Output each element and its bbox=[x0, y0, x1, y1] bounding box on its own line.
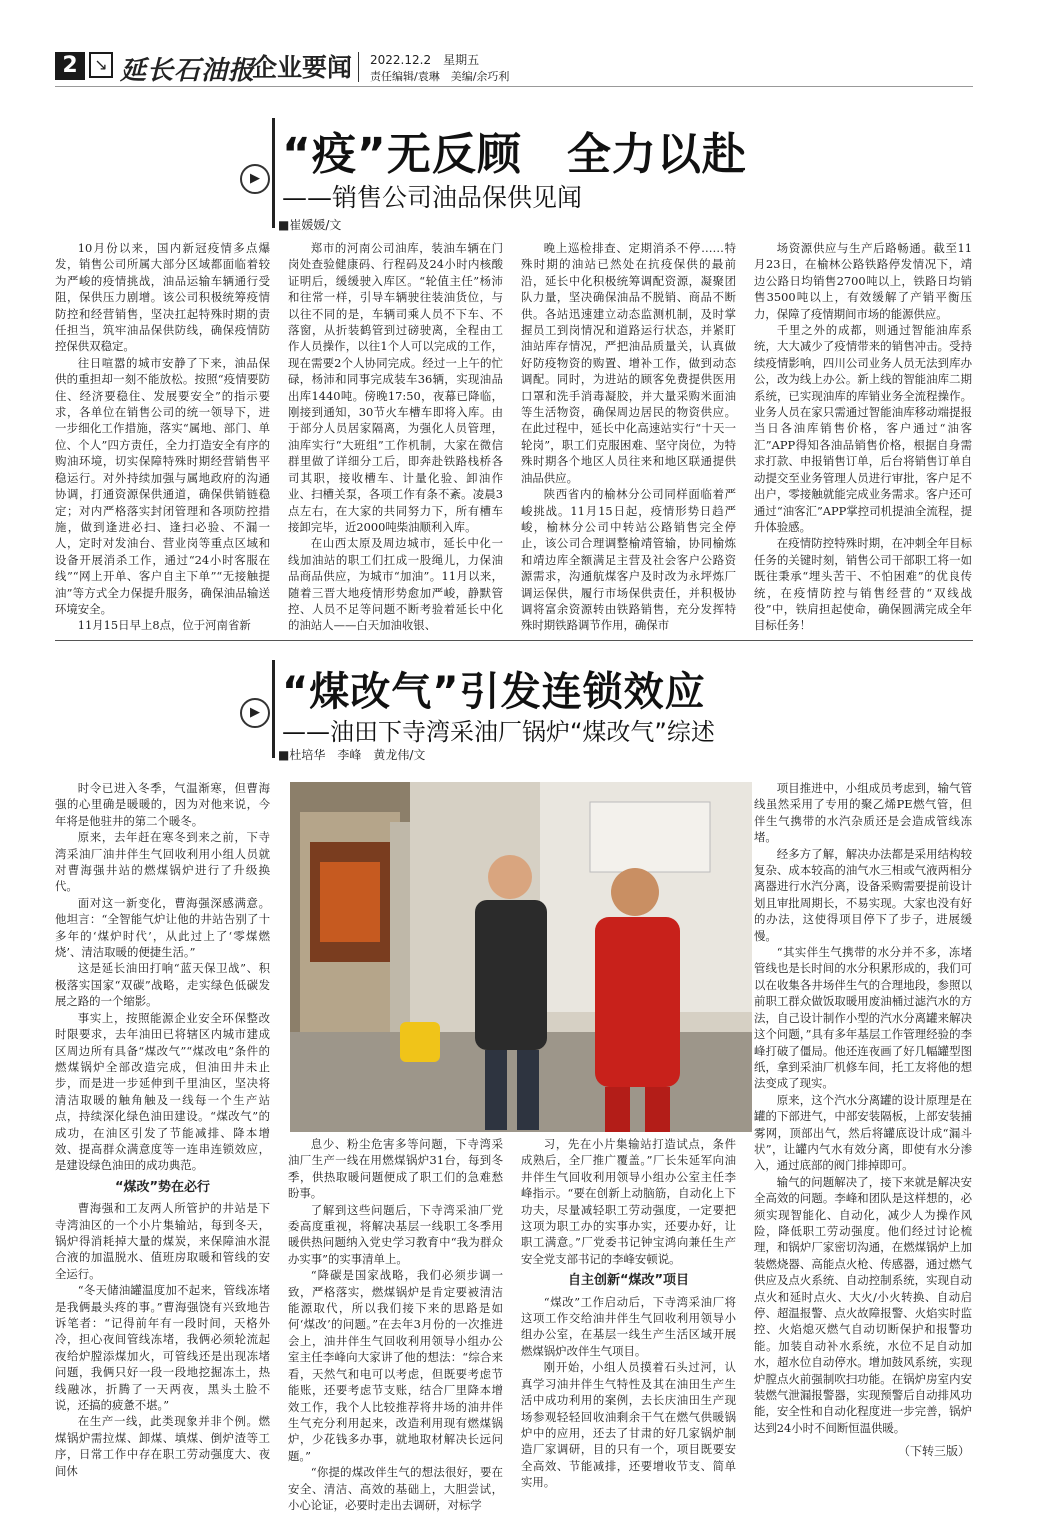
play-icon: ▶ bbox=[240, 164, 270, 194]
article2-column-1 bbox=[55, 780, 270, 1479]
paragraph: 晚上巡检排查、定期消杀不停……特殊时期的油站已然处在抗疫保供的最前沿，延长中化积极统筹调配资源，凝聚团队力量，坚决确保油品不脱销、商品不断供。各站迅速建立动态监测机制，及时掌握员工到岗情况和道路运行状态，并紧盯油站库存情况，严把油品质量关，认真做好防疫物资的购置、增补工作，做到动态调配。同时，为进站的顾客免费提供医用口罩和洗手消毒凝胶，并大量采购米面油等生活物资，确保周边居民的物资供应。在此过程中，延长中化高速站实行“十天一轮岗”，职工们克服困难、坚守岗位，为特殊时期各个地区人员往来和地区联通提供油品供应。 bbox=[521, 241, 736, 485]
paragraph: 了解到这些问题后，下寺湾采油厂党委高度重视，将解决基层一线职工冬季用暖供热问题纳入党史学习教育中“我为群众办实事”的实事清单上。 bbox=[288, 1202, 503, 1266]
paragraph: 这是延长油田打响“蓝天保卫战”、积极落实国家“双碳”战略，走实绿色低碳发展之路的一个缩影。 bbox=[55, 961, 270, 1009]
paragraph: 陕西省内的榆林分公司同样面临着严峻挑战。11月15日起，疫情形势日趋严峻，榆林分公司中转站公路销售完全停止，该公司合理调整榆靖管输，协同榆炼和靖边库全额满足主营及社会客户公路资源需求，沟通航煤客户及时改为永坪炼厂调运保供，履行市场保供责任，并积极协调将富余资源转由铁路销售，充分发挥特殊时期铁路调节作用，确保市 bbox=[521, 487, 736, 633]
paragraph: 原来，去年赶在寒冬到来之前，下寺湾采油厂油井伴生气回收利用小组人员就对曹海强井站的燃煤锅炉进行了升级换代。 bbox=[55, 830, 270, 894]
paragraph: “其实伴生气携带的水分并不多，冻堵管线也是长时间的水分积累形成的，我们可以在收集各井场伴生气的合理地段，参照以前职工群众做饭取暖用废油桶过滤汽水的方法，自己设计制作小型的汽水分离罐来解决这个问题，”具有多年基层工作管理经验的李峰打破了僵局。他还连夜画了好几幅罐型图纸，拿到采油厂机修车间，托工友将他的想法变成了现实。 bbox=[754, 945, 972, 1091]
paragraph: 面对这一新变化，曹海强深感满意。他坦言：“全智能气炉让他的井站告别了十多年的‘煤炉时代’，从此过上了‘零煤燃烧’、清洁取暖的便捷生活。” bbox=[55, 895, 270, 960]
news-photo bbox=[290, 782, 752, 1132]
paragraph: 原来，这个汽水分离罐的设计原理是在罐的下部进气，中部安装隔板，上部安装捕雾网，顶部出气，然后将罐底设计成“漏斗状”，让罐内气水有效分离，即使有水分渗入，通过底部的阀门排掉即可。 bbox=[754, 1092, 972, 1173]
article-divider bbox=[55, 640, 973, 641]
paragraph: 项目推进中，小组成员考虑到，输气管线虽然采用了专用的聚乙烯PE燃气管，但伴生气携带的水汽杂质还是会造成管线冻堵。 bbox=[754, 781, 972, 845]
headline-bar bbox=[272, 118, 275, 228]
paragraph: 场资源供应与生产后路畅通。截至11月23日，在榆林公路铁路停发情况下，靖边公路日均销售2700吨以上，铁路日均销售3500吨以上，有效缓解了产销平衡压力，保障了疫情期间市场的能源供应。 bbox=[754, 241, 972, 321]
paragraph: 刚开始，小组人员摸着石头过河，认真学习油井伴生气特性及其在油田生产生活中成功利用的案例，去长庆油田生产现场参观轻轻回收油剩余干气在燃气供暖锅炉中的应用，还去了甘肃的好几家锅炉制造厂家调研，目的只有一个，项目既要安全高效、节能减排，还要增收节支、简单实用。 bbox=[521, 1360, 736, 1490]
article2-byline: ■杜培华 李峰 黄龙伟/文 bbox=[278, 748, 426, 762]
section-title: 企业要闻 bbox=[252, 53, 353, 82]
article1-column-4 bbox=[754, 240, 972, 634]
paragraph: 习，先在小片集输站打造试点，条件成熟后，全厂推广覆盖。”厂长朱延军向油井伴生气回收利用领导小组办公室主任李峰指示。“要在创新上动脑筋，自动化上下功夫，尽量减轻职工劳动强度，一定要把这项为职工办的实事办实，还要办好，让职工满意。”厂党委书记钟宝鸿向兼任生产安全党支部书记的李峰安顿说。 bbox=[521, 1137, 736, 1266]
article1-column-1 bbox=[55, 240, 270, 634]
article2-column-3 bbox=[521, 1136, 736, 1491]
editor-credits: 责任编辑/袁琳 美编/余巧利 bbox=[370, 70, 510, 83]
paragraph: 在生产一线，此类现象并非个例。燃煤锅炉需拉煤、卸煤、填煤、倒炉渣等工序，日常工作中存在职工劳动强度大、夜间休 bbox=[55, 1414, 270, 1478]
paragraph: 11月15日早上8点，位于河南省新 bbox=[77, 618, 251, 633]
masthead-divider bbox=[358, 52, 359, 82]
continued-notice: （下转三版） bbox=[897, 1444, 970, 1458]
paragraph: 往日喧嚣的城市安静了下来，油品保供的重担却一刻不能放松。按照“疫情要防住、经济要稳住、发展要安全”的指示要求，各单位在销售公司的统一领导下，进一步细化工作措施，落实“属地、部门、单位、个人”四方责任，全力打造安全有序的购油环境，切实保障特殊时期经营销售平稳运行。对外持续加强与属地政府的沟通协调，打通资源保供通道，确保供销链稳定；对内严格落实封闭管理和各项防控措施，做到逢进必扫、逢扫必验、不漏一人，定时对发油台、营业岗等重点区域和设备开展消杀工作，通过“24小时客服在线”“网上开单、客户自主下单”“无接触提油”等方式全力保提升服务，确保油品输送环境安全。 bbox=[55, 355, 270, 616]
paragraph: 息少、粉尘危害多等问题，下寺湾采油厂生产一线在用燃煤锅炉31台，每到冬季，供热取暖问题便成了职工们的急难愁盼事。 bbox=[288, 1137, 503, 1201]
paragraph: 时令已进入冬季，气温渐寒，但曹海强的心里确是暖暖的，因为对他来说，今年将是他驻井的第二个暖冬。 bbox=[55, 781, 270, 828]
article2-title: “煤改气”引发连锁效应 bbox=[282, 669, 706, 715]
section-heading: “煤改”势在必行 bbox=[114, 1179, 211, 1195]
paragraph: “你提的煤改伴生气的想法很好，要在安全、清洁、高效的基础上，大胆尝试，小心论证，必要时走出去调研，对标学 bbox=[288, 1465, 503, 1512]
article2-column-2 bbox=[288, 1136, 503, 1513]
paragraph: 在山西太原及周边城市，延长中化一线加油站的职工们扛成一股绳儿，力保油品商品供应，为城市“加油”。11月以来，随着三晋大地疫情形势愈加严峻，静默管控、人员不足等问题不断考验着延长中化的油站人——白天加油收银、 bbox=[288, 536, 503, 633]
paragraph: “降碳是国家战略，我们必须步调一致，严格落实，燃煤锅炉是肯定要被清洁能源取代，所以我们接下来的思路是如何‘煤改’的问题。”在去年3月份的一次推进会上，油井伴生气回收利用领导小组办公室主任李峰向大家讲了他的想法：“综合来看，天然气和电可以考虑，但既要考虑节能账，还要考虑节支账，结合厂里降本增效工作，我个人比较推荐将井场的油井伴生气充分利用起来，改造利用现有燃煤锅炉，少花钱多办事，就地取材解决长远问题。” bbox=[288, 1268, 503, 1463]
article1-subtitle: ——销售公司油品保供见闻 bbox=[282, 183, 583, 212]
masthead-rule bbox=[55, 86, 973, 87]
article1-column-2 bbox=[288, 240, 503, 634]
arrow-icon: ↘ bbox=[89, 52, 113, 78]
paragraph: 事实上，按照能源企业安全环保整改时限要求，去年油田已将辖区内城市建成区周边所有具备“煤改气”“煤改电”条件的燃煤锅炉全部改造完成，但油田井未止步，而是进一步延伸到千里油区，坚决将清洁取暖的触角触及一线每一个生产站点，持续深化绿色油田建设。“煤改气”的成功，在油区引发了节能减排、降本增效、提高群众满意度等一连串连锁效应，是建设绿色油田的成功典范。 bbox=[55, 1010, 270, 1173]
paragraph: “煤改”工作启动后，下寺湾采油厂将这项工作交给油井伴生气回收利用领导小组办公室，在基层一线生产生活区域开展燃煤锅炉改伴生气项目。 bbox=[521, 1294, 736, 1358]
paragraph: 郑市的河南公司油库，装油车辆在门岗处查验健康码、行程码及24小时内核酸证明后，缓缓驶入库区。“轮值主任”杨沛和往常一样，引导车辆驶往装油货位，与以往不同的是，车辆司乘人员不下车、不落窗，从折装鹤管到过磅驶离，全程由工作人员操作，以往1个人可以完成的工作，现在需要2个人协同完成。经过一上午的忙碌，杨沛和同事完成装车36辆，实现油品出库1440吨。傍晚17:50，夜幕已降临，刚接到通知，30节火车槽车即将入库。由于部分人员居家隔离，为强化人员管理，油库实行“大班组”工作机制，大家在微信群里做了详细分工后，即奔赴铁路栈桥各司其职，接收槽车、计量化验、卸油作业、扫槽关泵，各项工作有条不紊。凌晨3点左右，在大家的共同努力下，所有槽车接卸完毕，近2000吨柴油顺利入库。 bbox=[288, 241, 503, 534]
issue-date: 2022.12.2 星期五 bbox=[370, 53, 480, 67]
article2-column-4 bbox=[754, 780, 972, 1436]
section-heading: 自主创新“煤改”项目 bbox=[567, 1273, 690, 1289]
article1-title: “疫”无反顾 全力以赴 bbox=[282, 129, 747, 180]
article1-byline: ■崔媛媛/文 bbox=[278, 218, 342, 232]
paragraph: “冬天储油罐温度加不起来，管线冻堵是我俩最头疼的事。”曹海强饶有兴致地告诉笔者：“记得前年有一段时间，天格外冷，担心夜间管线冻堵，我俩必须轮流起夜给炉膛添煤加火，可管线还是出现冻堵问题，我俩只好一段一段地挖掘冻土，热线融冰，折腾了一天两夜，黑头土脸不说，还搞的疲惫不堪。” bbox=[55, 1283, 270, 1413]
headline-bar bbox=[272, 660, 275, 758]
paragraph: 10月份以来，国内新冠疫情多点爆发，销售公司所属大部分区域都面临着较为严峻的疫情挑战，油品运输车辆通行受阻，保供压力剧增。该公司积极统筹疫情防控和经营销售，坚决扛起特殊时期的责任担当，筑牢油品保供防线，确保疫情防控保供双稳定。 bbox=[55, 241, 270, 354]
paragraph: 曹海强和工友两人所管护的井站是下寺湾油区的一个小片集输站，每到冬天，锅炉得消耗掉大量的煤炭，来保障油水混合液的加温脱水、值班房取暖和管线的安全运行。 bbox=[55, 1201, 270, 1281]
play-icon: ▶ bbox=[240, 698, 270, 728]
article1-column-3 bbox=[521, 240, 736, 634]
page-number: 2 bbox=[55, 52, 85, 80]
article2-subtitle: ——油田下寺湾采油厂锅炉“煤改气”综述 bbox=[282, 718, 715, 746]
boiler-room-illustration bbox=[290, 782, 752, 1132]
newspaper-brand: 延长石油报 bbox=[120, 56, 256, 86]
paragraph: 输气的问题解决了，接下来就是解决安全高效的问题。李峰和团队是这样想的，必须实现智能化、自动化，减少人为操作风险，降低职工劳动强度。他们经过讨论梳理，和锅炉厂家密切沟通，在燃煤锅炉上加装燃烧器、高能点火枪、传感器，通过燃气供应及点火系统、自动控制系统，实现自动点火和延时点火、大火/小火转换、自动启停、超温报警、点火故障报警、火焰实时监控、火焰熄灭燃气自动切断保护和报警功能。加装自动补水系统，水位不足自动加水，超水位自动停水。增加鼓风系统，实现炉膛点火前强制吹扫功能。在锅炉房室内安装燃气泄漏报警器，实现预警后自动排风功能，安全性和自动化程度进一步完善，锅炉达到24小时不间断恒温供暖。 bbox=[754, 1174, 972, 1435]
paragraph: 千里之外的成都，则通过智能油库系统，大大减少了疫情带来的销售冲击。受持续疫情影响，四川公司业务人员无法到库办公，改为线上办公。新上线的智能油库二期系统，已实现油库的库销业务全流程操作。业务人员在家只需通过智能油库移动端提报当日各油库销售价格，客户通过“油客汇”APP得知各油品销售价格，根据自身需求打款、申报销售订单，后台将销售订单自动提交至业务管理人员进行审批，客户足不出户，零接触就能完成业务需求。客户还可通过“油客汇”APP掌控司机提油全流程，提升体验感。 bbox=[754, 323, 972, 534]
paragraph: 经多方了解，解决办法都是采用结构较复杂、成本较高的油气水三相或气液两相分离器进行水汽分离，设备采购需要提前设计划且审批周期长，不易实现。大家也没有好的办法，这使得项目停下了步子，进展缓慢。 bbox=[754, 846, 972, 943]
paragraph: 在疫情防控特殊时期，在冲刺全年目标任务的关键时刻，销售公司干部职工将一如既往秉承“埋头苦干、不怕困难”的优良传统，在疫情防控与销售经营的“双线战役”中，铁肩担起使命，确保圆满完成全年目标任务！ bbox=[754, 536, 972, 633]
